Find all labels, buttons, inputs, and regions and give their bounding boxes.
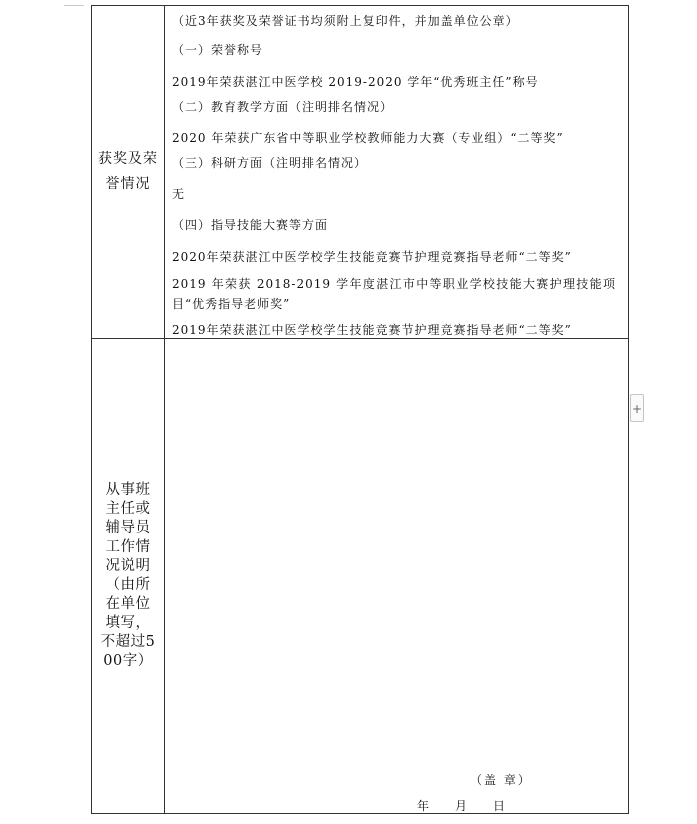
date-year: 年 (417, 799, 430, 813)
date-month: 月 (455, 799, 468, 813)
application-form-table (91, 5, 629, 814)
awards-row (92, 6, 629, 339)
work-content-cell[interactable] (165, 339, 629, 814)
awards-label-cell (92, 6, 165, 339)
date-day: 日 (493, 799, 506, 813)
seal-text: （盖 章） (470, 773, 532, 787)
research-heading: （三）科研方面（注明排名情况） (172, 156, 368, 170)
teaching-item: 2020 年荣获广东省中等职业学校教师能力大赛（专业组）“二等奖” (172, 131, 564, 145)
work-label: 从事班主任或辅导员工作情况说明（由所在单位填写，不超过500字） (100, 482, 156, 669)
competition-heading: （四）指导技能大赛等方面 (172, 218, 329, 232)
awards-label: 获奖及荣誉情况 (98, 151, 158, 192)
awards-content-cell[interactable] (165, 6, 629, 339)
competition-item-2: 2019 年荣获 2018-2019 学年度湛江市中等职业学校技能大赛护理技能项目“优秀指导老师奖” (172, 277, 616, 311)
add-row-button[interactable]: + (630, 394, 644, 422)
teaching-heading: （二）教育教学方面（注明排名情况） (172, 100, 394, 114)
research-item: 无 (172, 187, 186, 201)
competition-item-1: 2020年荣获湛江中医学校学生技能竞赛节护理竞赛指导老师“二等奖” (172, 250, 572, 264)
work-label-cell (92, 339, 165, 814)
honor-title-heading: （一）荣誉称号 (172, 43, 264, 57)
awards-instruction: （近3年获奖及荣誉证书均须附上复印件，并加盖单位公章） (172, 14, 519, 28)
page-corner-guide (64, 0, 84, 6)
date-line (417, 797, 505, 814)
work-row (92, 339, 629, 814)
competition-item-3: 2019年荣获湛江中医学校学生技能竞赛节护理竞赛指导老师“二等奖” (172, 323, 572, 337)
awards-content (165, 6, 628, 338)
honor-title-item: 2019年荣获湛江中医学校 2019-2020 学年“优秀班主任”称号 (172, 75, 539, 89)
